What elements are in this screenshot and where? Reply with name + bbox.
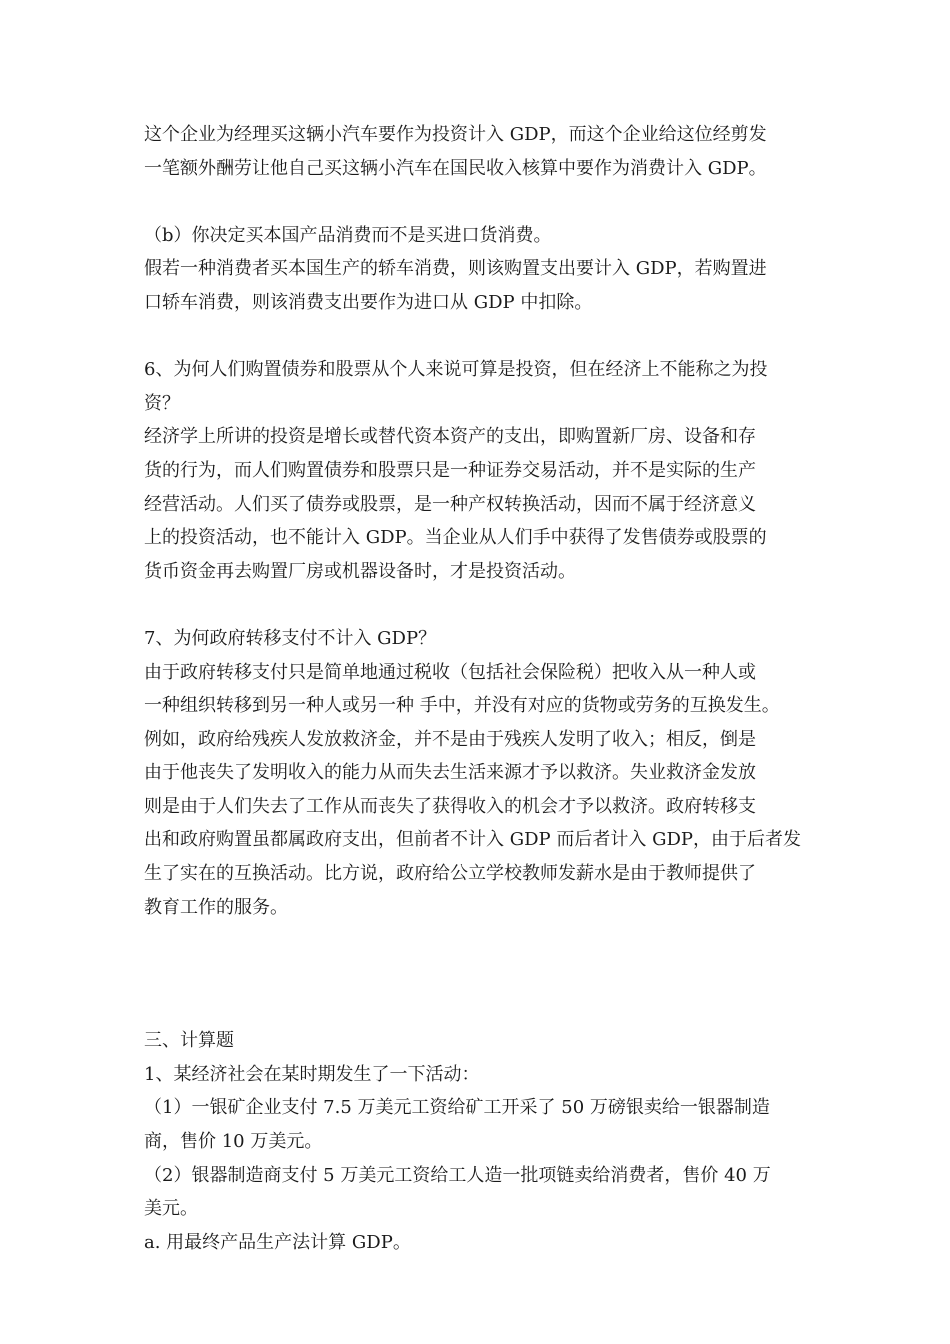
text-line: 经营活动。人们买了债券或股票，是一种产权转换活动，因而不属于经济意义 [144,493,756,515]
text-line: 美元。 [144,1198,198,1220]
text-line: 货币资金再去购置厂房或机器设备时，才是投资活动。 [144,560,576,582]
document-page [144,118,824,1259]
text-line: 口轿车消费，则该消费支出要作为进口从 GDP 中扣除。 [144,291,593,313]
question-heading: 7、为何政府转移支付不计入 GDP？ [144,627,437,649]
text-line: a. 用最终产品生产法计算 GDP。 [144,1231,411,1253]
text-line: 货的行为，而人们购置债券和股票只是一种证券交易活动，并不是实际的生产 [144,459,756,481]
section-gap [144,924,824,1024]
text-line: 一笔额外酬劳让他自己买这辆小汽车在国民收入核算中要作为消费计入 GDP。 [144,157,767,179]
text-line: （2）银器制造商支付 5 万美元工资给工人造一批项链卖给消费者，售价 40 万 [144,1164,771,1186]
text-line: 生了实在的互换活动。比方说，政府给公立学校教师发薪水是由于教师提供了 [144,863,756,885]
question-heading: 6、为何人们购置债券和股票从个人来说可算是投资，但在经济上不能称之为投 [144,359,768,381]
text-line: 经济学上所讲的投资是增长或替代资本资产的支出，即购置新厂房、设备和存 [144,426,756,448]
text-line: （b）你决定买本国产品消费而不是买进口货消费。 [144,224,552,246]
section-heading: 三、计算题 [144,1030,234,1052]
text-line: 由于政府转移支付只是简单地通过税收（包括社会保险税）把收入从一种人或 [144,661,756,683]
text-line: 假若一种消费者买本国生产的轿车消费，则该购置支出要计入 GDP，若购置进 [144,258,767,280]
text-line: 这个企业为经理买这辆小汽车要作为投资计入 GDP，而这个企业给这位经剪发 [144,124,767,145]
text-line: 由于他丧失了发明收入的能力从而失去生活来源才予以救济。失业救济金发放 [144,762,756,784]
text-line: 出和政府购置虽都属政府支出，但前者不计入 GDP 而后者计入 GDP，由于后者发 [144,829,802,851]
question-heading: 资？ [144,392,180,414]
text-line: 商，售价 10 万美元。 [144,1131,323,1153]
question-heading: 1、某经济社会在某时期发生了一下活动： [144,1063,480,1085]
paragraph-gap [144,588,824,622]
text-line: 上的投资活动，也不能计入 GDP。当企业从人们手中获得了发售债券或股票的 [144,527,767,549]
text-line: 一种组织转移到另一种人或另一种 手中，并没有对应的货物或劳务的互换发生。 [144,695,780,717]
text-line: 则是由于人们失去了工作从而丧失了获得收入的机会才予以救济。政府转移支 [144,795,756,817]
text-line: （1）一银矿企业支付 7.5 万美元工资给矿工开采了 50 万磅银卖给一银器制造 [144,1097,770,1119]
text-line: 例如，政府给残疾人发放救济金，并不是由于残疾人发明了收入；相反，倒是 [144,728,756,750]
paragraph-gap [144,185,824,219]
paragraph-gap [144,320,824,354]
text-line: 教育工作的服务。 [144,896,288,918]
